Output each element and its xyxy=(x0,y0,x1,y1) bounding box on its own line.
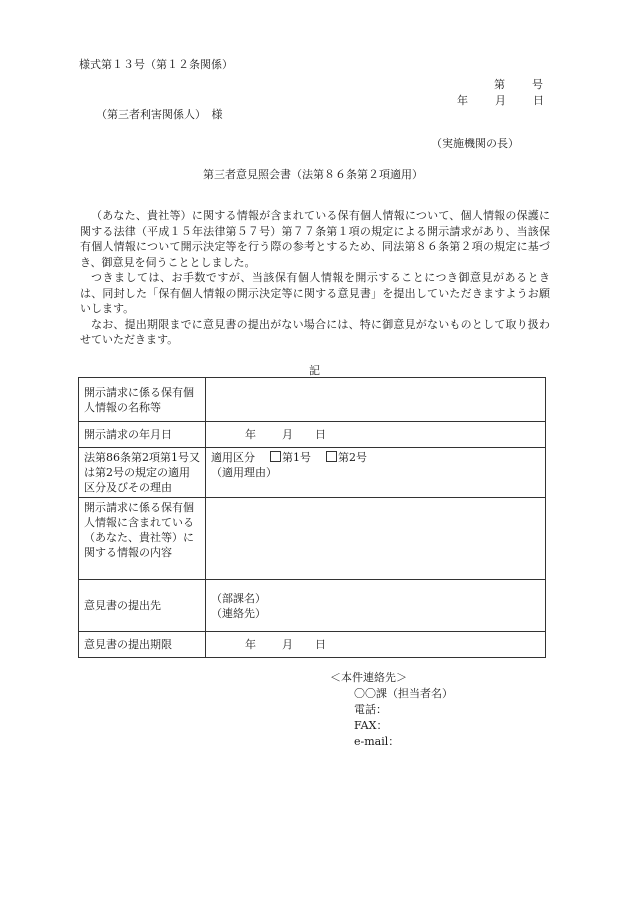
submission-contact: （連絡先） xyxy=(211,606,266,620)
option2-checkbox[interactable] xyxy=(326,451,337,462)
row-value-submission-destination xyxy=(206,580,546,632)
contact-section: 〇〇課（担当者名） xyxy=(354,687,453,700)
deadline-year: 年 xyxy=(245,638,256,651)
table-row xyxy=(79,448,546,498)
table-row xyxy=(79,632,546,658)
row-value-request-date xyxy=(206,422,546,448)
row-label-request-date: 開示請求の年月日 xyxy=(79,422,206,448)
table-row xyxy=(79,422,546,448)
option1-label: 第1号 xyxy=(282,451,311,464)
request-date-month: 月 xyxy=(282,428,293,441)
form-number: 様式第１３号（第１２条関係） xyxy=(79,58,233,71)
row-label-info-name: 開示請求に係る保有個人情報の名称等 xyxy=(79,378,206,422)
addressee: （第三者利害関係人） 様 xyxy=(96,108,223,121)
contact-email: e-mail： xyxy=(354,735,400,748)
contact-heading: ＜本件連絡先＞ xyxy=(330,671,407,684)
contact-phone: 電話： xyxy=(354,703,387,716)
sender: （実施機関の長） xyxy=(431,137,519,150)
request-date-year: 年 xyxy=(245,428,256,441)
document-number-prefix: 第 xyxy=(494,78,505,91)
document-number xyxy=(494,78,543,92)
table-row xyxy=(79,580,546,632)
contact-block xyxy=(330,670,453,750)
contact-fax: FAX： xyxy=(354,719,388,732)
row-label-category: 法第86条第2項第1号又は第2号の規定の適用区分及びその理由 xyxy=(79,448,206,498)
body-paragraph: （あなた、貴社等）に関する情報が含まれている保有個人情報について、個人情報の保護に関する法律（平成１５年法律第５７号）第７７条第１項の規定による開示請求があり、当該保有個人情報について開示決定等を行う際の参考とするため、同法第８６条第２項の規定に基づき、御意見を伺うこととしました。 xyxy=(80,209,550,269)
info-table xyxy=(78,377,546,658)
category-line xyxy=(211,450,540,465)
deadline-day: 日 xyxy=(315,638,326,651)
row-label-info-content: 開示請求に係る保有個人情報に含まれている（あなた、貴社等）に関する情報の内容 xyxy=(79,498,206,580)
body-paragraph: つきましては、お手数ですが、当該保有個人情報を開示することにつき御意見があるときは、同封した「保有個人情報の開示決定等に関する意見書」を提出していただきますようお願いします。 xyxy=(80,271,550,315)
deadline-month: 月 xyxy=(282,638,293,651)
document-number-suffix: 号 xyxy=(532,78,543,91)
document-date xyxy=(457,94,544,108)
row-label-deadline: 意見書の提出期限 xyxy=(79,632,206,658)
submission-department: （部課名） xyxy=(211,591,266,605)
row-label-submission-destination: 意見書の提出先 xyxy=(79,580,206,632)
row-value-deadline xyxy=(206,632,546,658)
date-year: 年 xyxy=(457,94,468,107)
row-value-category xyxy=(206,448,546,498)
table-row xyxy=(79,378,546,422)
body-text xyxy=(80,208,550,348)
ki-heading: 記 xyxy=(309,364,320,377)
body-paragraph: なお、提出期限までに意見書の提出がない場合には、特に御意見がないものとして取り扱わせていただきます。 xyxy=(80,317,550,346)
date-month: 月 xyxy=(495,94,506,107)
option2-label: 第2号 xyxy=(338,451,367,464)
date-day: 日 xyxy=(533,94,544,107)
option1-checkbox[interactable] xyxy=(270,451,281,462)
request-date-day: 日 xyxy=(315,428,326,441)
category-reason: （適用理由） xyxy=(211,466,277,479)
row-value-info-content xyxy=(206,498,546,580)
document-title: 第三者意見照会書（法第８６条第２項適用） xyxy=(203,168,423,181)
table-row xyxy=(79,498,546,580)
category-label: 適用区分 xyxy=(211,451,255,464)
row-value-info-name xyxy=(206,378,546,422)
